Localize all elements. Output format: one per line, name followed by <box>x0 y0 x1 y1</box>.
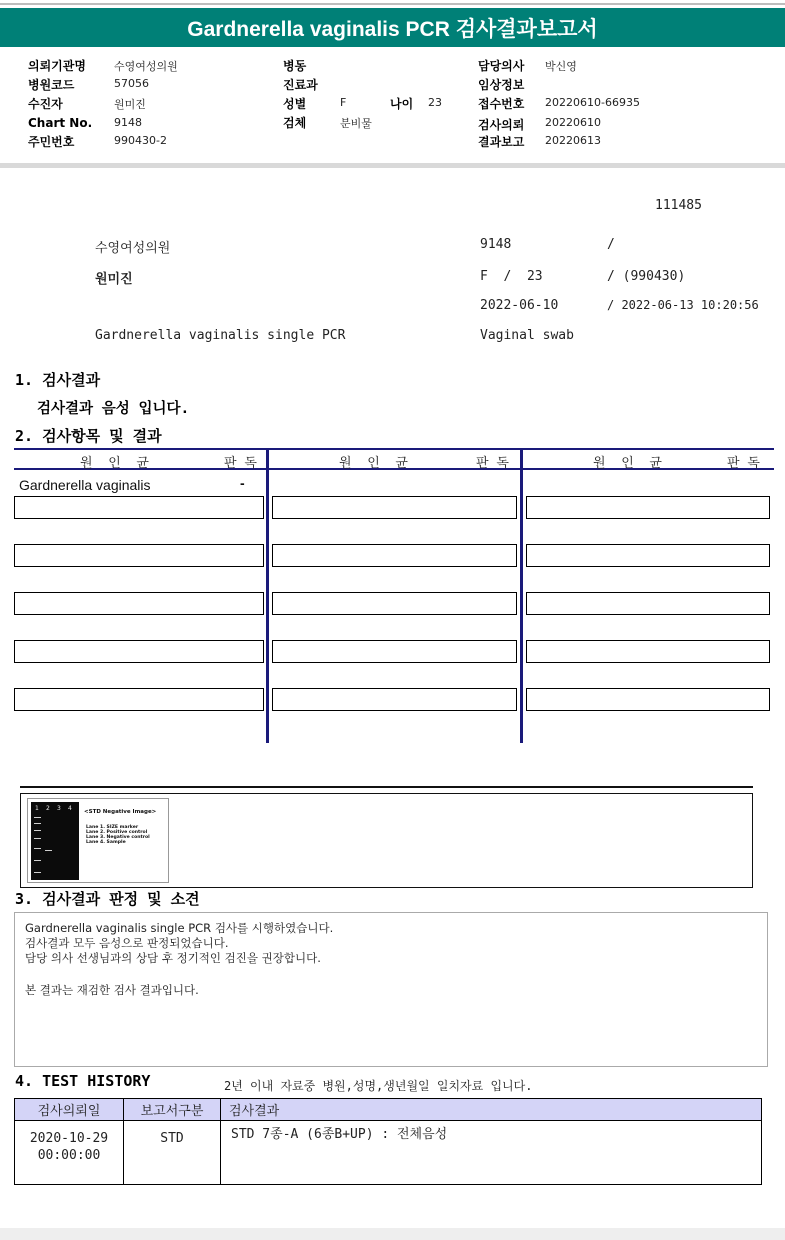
test-name: Gardnerella vaginalis single PCR <box>95 328 346 343</box>
gel-lane-legend: Lane 1. SIZE marker <box>86 825 139 830</box>
marker-band <box>34 860 41 861</box>
chart-number: 9148 <box>480 237 512 252</box>
judgment-col-header: 판 독 <box>224 456 257 471</box>
hospital-code-value: 57056 <box>114 77 149 90</box>
grid-divider-2 <box>520 448 523 743</box>
table-row <box>15 1121 762 1185</box>
dept-label: 진료과 <box>283 78 318 92</box>
finding-line: 본 결과는 재검한 검사 결과입니다. <box>25 983 199 997</box>
result-box <box>272 544 517 567</box>
marker-band <box>34 848 41 849</box>
finding-line: Gardnerella vaginalis single PCR 검사를 시행하였습니다. <box>25 921 334 935</box>
history-note: 2년 이내 자료중 병원,성명,생년월일 일치자료 입니다. <box>224 1079 533 1093</box>
report-datetime: / 2022-06-13 10:20:56 <box>607 298 759 312</box>
patient-label: 수진자 <box>28 97 63 111</box>
age-value: 23 <box>428 96 442 109</box>
specimen-label: 검체 <box>283 116 307 130</box>
result-box <box>272 496 517 519</box>
gel-lane-legend: Lane 2. Positive control <box>86 830 148 835</box>
ward-label: 병동 <box>283 59 307 73</box>
lane-number: 2 <box>46 805 50 812</box>
lane-number: 4 <box>68 805 72 812</box>
finding-line: 담당 의사 선생님과의 상담 후 정기적인 검진을 권장합니다. <box>25 951 321 965</box>
receipt-value: 20220610-66935 <box>545 96 640 109</box>
marker-band <box>34 830 41 831</box>
section1-heading: 1. 검사결과 <box>15 371 101 389</box>
id-label: 주민번호 <box>28 135 75 149</box>
history-col-type: 보고서구분 <box>124 1099 221 1121</box>
age-label: 나이 <box>390 97 414 111</box>
history-date-cell <box>15 1121 124 1185</box>
chart-value: 9148 <box>114 116 142 129</box>
organism-judgment: - <box>240 475 245 491</box>
result-box <box>526 640 770 663</box>
marker-band <box>34 823 41 824</box>
request-value: 20220610 <box>545 116 601 129</box>
marker-band <box>34 838 41 839</box>
image-divider <box>20 786 753 788</box>
grid-column-group-1 <box>14 452 266 471</box>
history-type: STD <box>124 1121 221 1185</box>
history-header-row <box>15 1099 762 1121</box>
patient-name: 원미진 <box>95 272 133 287</box>
id-value: 990430-2 <box>114 134 167 147</box>
sex-label: 성별 <box>283 97 307 111</box>
organism-col-header: 원 인 균 <box>593 456 662 471</box>
gel-image-card <box>27 798 169 883</box>
specimen-value: 분비물 <box>340 117 372 130</box>
history-col-result: 검사결과 <box>221 1099 762 1121</box>
clinical-label: 임상정보 <box>478 78 525 92</box>
clinic-name: 수영여성의원 <box>95 241 171 256</box>
report-title: Gardnerella vaginalis PCR 검사결과보고서 <box>0 8 785 47</box>
judgment-col-header: 판 독 <box>476 456 509 471</box>
institution-label: 의뢰기관명 <box>28 59 86 73</box>
result-box <box>14 592 264 615</box>
patient-value: 원미진 <box>114 98 146 111</box>
lane-number: 1 <box>35 805 39 812</box>
header-divider <box>0 163 785 168</box>
history-time: 00:00:00 <box>37 1148 101 1163</box>
gel-title: <STD Negative Image> <box>84 809 157 815</box>
organism-col-header: 원 인 균 <box>339 456 408 471</box>
page-footer-band <box>0 1228 785 1240</box>
history-table <box>14 1098 762 1185</box>
findings-box <box>14 912 768 1067</box>
sex-age: F / 23 <box>480 269 543 284</box>
marker-band <box>34 817 41 818</box>
birth-date: / (990430) <box>607 269 686 284</box>
grid-column-group-2 <box>269 452 520 471</box>
doctor-value: 박신영 <box>545 60 577 73</box>
institution-value: 수영여성의원 <box>114 60 178 73</box>
gel-image-panel <box>20 793 753 888</box>
history-date: 2020-10-29 <box>29 1131 109 1146</box>
report-value: 20220613 <box>545 134 601 147</box>
doctor-label: 담당의사 <box>478 59 525 73</box>
result-summary: 검사결과 음성 입니다. <box>37 401 190 417</box>
gel-electrophoresis-image <box>31 802 79 880</box>
result-box <box>272 640 517 663</box>
history-col-date: 검사의뢰일 <box>15 1099 124 1121</box>
sample-type: Vaginal swab <box>480 328 574 343</box>
grid-top-rule <box>14 448 774 450</box>
result-box <box>272 688 517 711</box>
result-box <box>526 688 770 711</box>
slash-separator: / <box>607 237 615 252</box>
result-box <box>14 544 264 567</box>
result-box <box>14 496 264 519</box>
receipt-label: 접수번호 <box>478 97 525 111</box>
top-rule <box>0 3 785 5</box>
history-result: STD 7종-A (6종B+UP) : 전체음성 <box>221 1121 762 1185</box>
result-box <box>526 544 770 567</box>
result-box <box>14 640 264 663</box>
result-box <box>526 496 770 519</box>
section3-heading: 3. 검사결과 판정 및 소견 <box>15 890 200 908</box>
hospital-code-label: 병원코드 <box>28 78 75 92</box>
positive-control-band <box>45 850 52 851</box>
result-box <box>272 592 517 615</box>
chart-label: Chart No. <box>28 116 93 130</box>
request-label: 검사의뢰 <box>478 118 525 132</box>
report-label: 결과보고 <box>478 135 525 149</box>
specimen-number: 111485 <box>655 198 702 213</box>
lane-number: 3 <box>57 805 61 812</box>
grid-column-group-3 <box>523 452 774 471</box>
section2-heading: 2. 검사항목 및 결과 <box>15 427 162 445</box>
marker-band <box>34 872 41 873</box>
organism-col-header: 원 인 균 <box>80 456 149 471</box>
result-box <box>526 592 770 615</box>
finding-line: 검사결과 모두 음성으로 판정되었습니다. <box>25 936 229 950</box>
result-box <box>14 688 264 711</box>
judgment-col-header: 판 독 <box>727 456 760 471</box>
gel-lane-legend: Lane 3. Negative control <box>86 835 150 840</box>
grid-divider-1 <box>266 448 269 743</box>
section4-heading: 4. TEST HISTORY <box>15 1072 151 1090</box>
request-date: 2022-06-10 <box>480 298 559 313</box>
organism-name: Gardnerella vaginalis <box>19 477 151 493</box>
gel-lane-legend: Lane 4. Sample <box>86 840 126 845</box>
sex-value: F <box>340 96 347 109</box>
